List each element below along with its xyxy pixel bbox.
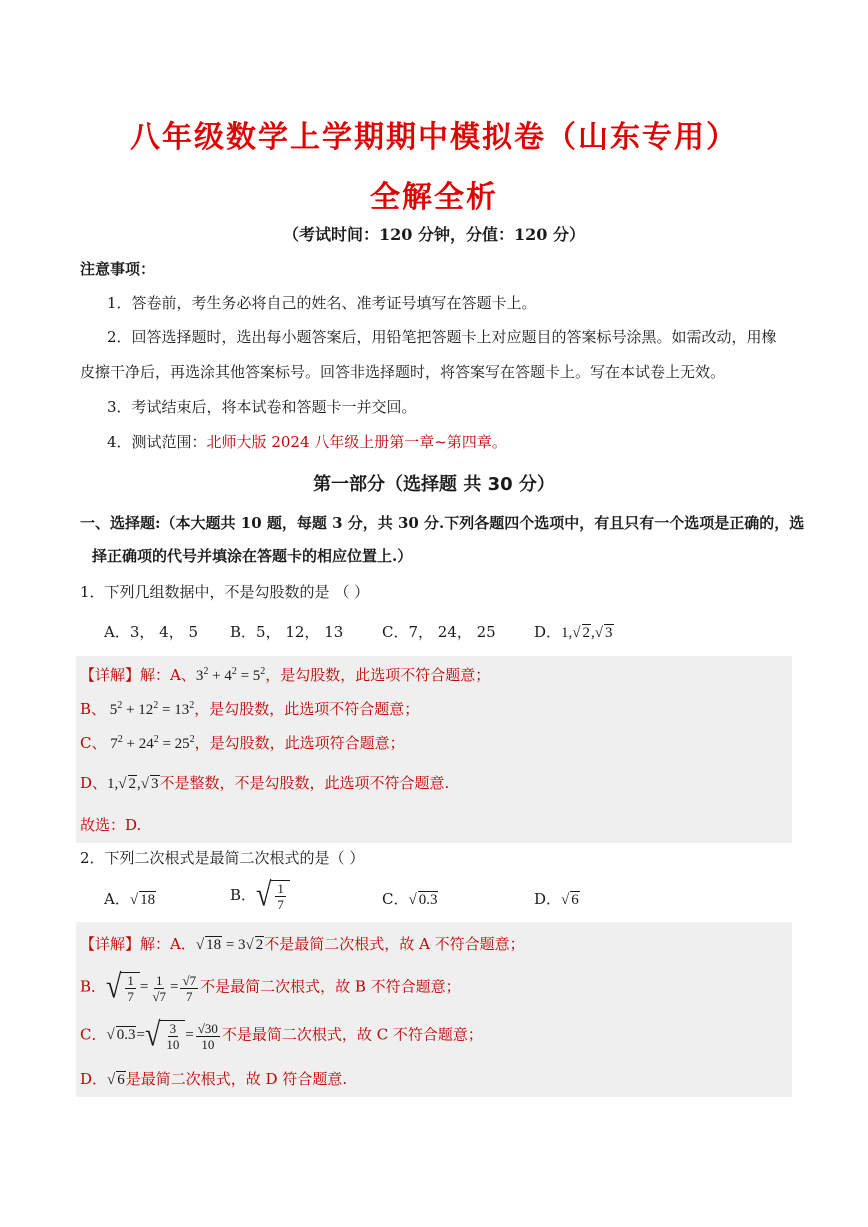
q2-solution-c: [80, 1016, 483, 1054]
q2-option-a: [104, 888, 156, 911]
exam-info: （考试时间：120 分钟，分值：120 分）: [283, 225, 585, 244]
q2-solution-a: [80, 933, 525, 956]
q2-d-math: √ 6: [107, 1072, 125, 1088]
note-item-2-cont: 皮擦干净后，再选涂其他答案标号。回答非选择题时，将答案写在答题卡上。写在本试卷上无效。: [80, 363, 726, 381]
q2-option-d: [534, 888, 580, 911]
q2-solution-tag: 【详解】: [80, 935, 141, 953]
q1-solution-box: [76, 656, 792, 843]
q1-d-suffix: 不是整数，不是勾股数，此选项不符合题意.: [159, 774, 450, 792]
section-title: 第一部分（选择题 共 30 分）: [313, 474, 555, 495]
q1-d-math: 1,√ 2,√ 3: [107, 776, 159, 792]
q2-d-suffix: 是最简二次根式，故 D 符合题意.: [125, 1070, 348, 1088]
q2-solution-d: [80, 1068, 347, 1091]
note-item-1: 1．答卷前，考生务必将自己的姓名、准考证号填写在答题卡上。: [107, 294, 537, 312]
note-item-2: 2．回答选择题时，选出每小题答案后，用铅笔把答题卡上对应题目的答案标号涂黑。如需改动，用橡: [107, 328, 777, 346]
document-title: 八年级数学上学期期中模拟卷（山东专用）: [130, 120, 738, 155]
q1-option-a: A．3， 4， 5: [104, 623, 198, 641]
q2-b-math: √ $\frac{1}{7}$ = $\frac{1}{√7}$ = $\frac{√7}{7}$: [106, 968, 197, 1006]
q1-option-c: C．7， 24， 25: [382, 623, 496, 641]
q1-option-b: B．5， 12， 13: [230, 623, 344, 641]
q2-d-prefix: D．: [80, 1070, 108, 1088]
q1-d-prefix: D、: [80, 774, 108, 792]
q1-option-d-math: 1,√ 2,√ 3: [561, 625, 613, 641]
q2-option-b-math: √ $\frac{1}{7}$: [256, 880, 290, 912]
q1-a-prefix: 解：A、: [140, 666, 196, 684]
notes-heading: 注意事项：: [80, 260, 156, 278]
q1-b-math: $5^2 + 12^2 = 13^2$: [106, 700, 195, 718]
section-instruction-1: 一、选择题:（本大题共 10 题，每题 3 分，共 30 分.下列各题四个选项中，有且只有一个选项是正确的，选: [80, 514, 805, 532]
q2-stem: 2．下列二次根式是最简二次根式的是（ ）: [80, 849, 365, 867]
q1-option-d: [534, 621, 614, 644]
q1-c-prefix: C、: [80, 734, 107, 752]
q2-solution-b: [80, 968, 461, 1006]
q2-a-math: √ 18 = 3√ 2: [195, 937, 264, 953]
q1-a-math: $3^2 + 4^2 = 5^2$: [195, 666, 266, 684]
q2-solution-box: [76, 922, 792, 1097]
note-item-4: [107, 431, 507, 453]
q2-a-suffix: 不是最简二次根式，故 A 不符合题意；: [264, 935, 525, 953]
q2-b-prefix: B．: [80, 977, 107, 996]
q1-a-suffix: ，是勾股数，此选项不符合题意；: [265, 666, 491, 684]
q2-a-prefix: 解：A．: [140, 935, 196, 953]
q2-option-d-math: √ 6: [561, 892, 579, 908]
q2-option-b: [230, 876, 290, 914]
q2-option-c: [382, 888, 438, 911]
q1-solution-c: [80, 732, 405, 755]
document-subtitle: 全解全析: [370, 180, 498, 215]
section-instruction-2: 择正确项的代号并填涂在答题卡的相应位置上.）: [92, 547, 413, 565]
q1-c-math: $7^2 + 24^2 = 25^2$: [106, 734, 195, 752]
q2-option-a-math: √ 18: [129, 892, 156, 908]
q1-solution-d: [80, 772, 449, 795]
q1-answer: 故选：D.: [80, 816, 142, 834]
q2-option-a-label: A．: [104, 890, 130, 908]
q1-c-suffix: ，是勾股数，此选项符合题意；: [194, 734, 405, 752]
q2-c-math: √ 0.3= √ $\frac{3}{10}$ = $\frac{√30}{10}$: [106, 1016, 218, 1054]
scope-label: 4．测试范围：: [107, 433, 207, 451]
q1-solution-a: [80, 664, 490, 687]
note-item-3: 3．考试结束后，将本试卷和答题卡一并交回。: [107, 398, 417, 416]
q1-solution-tag: 【详解】: [80, 666, 141, 684]
scope-value: 北师大版 2024 八年级上册第一章~第四章。: [206, 433, 507, 451]
q2-option-c-math: √ 0.3: [408, 892, 438, 908]
q2-option-d-label: D．: [534, 890, 562, 908]
q1-solution-b: [80, 698, 419, 721]
q1-b-prefix: B、: [80, 700, 107, 718]
q1-b-suffix: ，是勾股数，此选项不符合题意；: [194, 700, 420, 718]
q2-option-b-label: B．: [230, 886, 257, 904]
q2-c-suffix: 不是最简二次根式，故 C 不符合题意；: [221, 1025, 483, 1044]
q2-option-c-label: C．: [382, 890, 409, 908]
q2-c-prefix: C．: [80, 1025, 107, 1044]
q2-b-suffix: 不是最简二次根式，故 B 不符合题意；: [200, 977, 461, 996]
q1-stem: 1．下列几组数据中，不是勾股数的是 （ ）: [80, 583, 370, 601]
q1-option-d-label: D．: [534, 623, 562, 641]
